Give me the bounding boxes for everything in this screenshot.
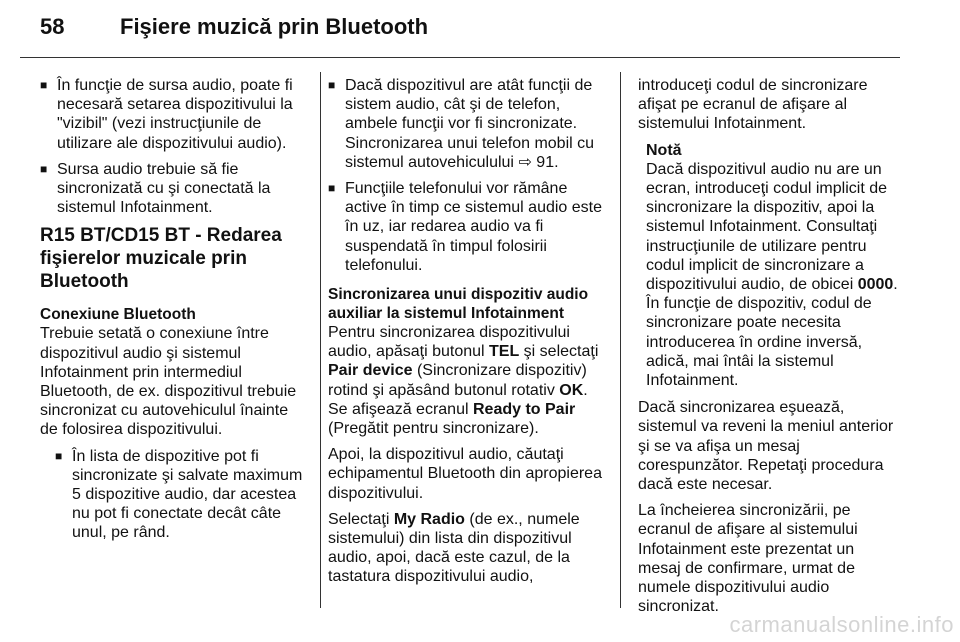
paragraph-sync-complete: La încheierea sincronizării, pe ecranul de afişare al sistemului Infotainment este prezentat un mesaj de confirmare, urmat de numele dispozitivului audio sincronizat. — [638, 502, 858, 616]
paragraph-enter-code: introduceţi codul de sincronizare afişat pe ecranul de afişare al sistemului Infotainment. — [638, 77, 868, 133]
page-ref-arrow-icon: ⇨ — [518, 153, 532, 171]
page-number: 58 — [40, 14, 65, 39]
note-text — [646, 160, 900, 390]
page-title: Fişiere muzică prin Bluetooth — [120, 14, 429, 39]
text: (Pregătit pentru sincronizare). — [328, 420, 539, 438]
column-1 — [40, 76, 308, 550]
default-code: 0000 — [857, 276, 894, 294]
paragraph-pairing-steps — [328, 323, 604, 438]
note-title: Notă — [646, 141, 682, 159]
pair-device-label: Pair device — [328, 362, 413, 380]
paragraph-sync-fails: Dacă sincronizarea eşuează, sistemul va reveni la meniul anterior şi se va afişa un mesaj corespunzător. Repetaţi procedura dacă este necesar. — [638, 399, 894, 494]
tel-button-label: TEL — [489, 343, 520, 361]
text: (de ex., numele sistemului) din lista din dispozitivul audio, apoi, dacă este cazul, de la tastatura dispozitivului audio, — [328, 510, 580, 586]
column-2 — [328, 76, 604, 594]
text: Pentru sincronizarea dispozitivului audio, apăsaţi butonul — [328, 324, 570, 361]
column-divider-2 — [620, 72, 621, 608]
text: Selectaţi — [328, 510, 394, 528]
bullet-phone-active: ■ Funcţiile telefonului vor rămâne active în timp ce sistemul audio este în uz, iar redarea audio va fi suspendată în timpul folosirii telefonului. — [328, 179, 604, 275]
text: (Sincronizare dispozitiv) rotind şi apăsând butonul rotativ — [328, 362, 587, 399]
my-radio-label: My Radio — [393, 510, 465, 528]
bullet-sync-source: ■ Sursa audio trebuie să fie sincronizată cu şi conectată la sistemul Infotainment. — [40, 160, 308, 218]
bullet-phone-functions — [328, 76, 604, 172]
paragraph-select-my-radio — [328, 510, 604, 587]
bullet-text: Dacă dispozitivul are atât funcţii de sistem audio, cât şi de telefon, ambele funcţii vor fi sincronizate. Sincronizarea unui telefon mobil cu sistemul autovehiculului — [345, 77, 595, 171]
header-divider — [20, 57, 900, 58]
subheading-sync-aux: Sincronizarea unui dispozitiv audio auxiliar la sistemul Infotainment — [328, 286, 589, 323]
text: . În funcţie de dispozitiv, codul de sincronizare poate necesita introducerea în ordine inversă, adică, mai întâi la sistemul Infotainment. — [646, 276, 898, 390]
page-ref-number: 91. — [536, 153, 559, 171]
text: Dacă dispozitivul audio nu are un ecran, introduceţi codul implicit de sincronizare la dispozitiv, apoi la sistemul Infotainment. Consultaţi instrucţiunile de utilizare pentru codul implicit de sincronizare a dispozitivului audio, de obicei — [646, 160, 888, 294]
text: . Se afişează ecranul — [328, 381, 588, 418]
paragraph-connection: Trebuie setată o conexiune între dispozitivul audio şi sistemul Infotainment prin intermediul Bluetooth, de ex. dispozitivul trebuie sincronizat cu autovehiculul înainte de folosirea dispozitivului. — [40, 325, 297, 439]
subheading-bluetooth-connection: Conexiune Bluetooth — [40, 306, 196, 324]
section-heading: R15 BT/CD15 BT - Redarea fişierelor muzicale prin Bluetooth — [40, 225, 282, 293]
text: şi selectaţi — [519, 343, 599, 361]
page-header — [20, 14, 900, 50]
column-divider-1 — [320, 72, 321, 608]
ready-to-pair-label: Ready to Pair — [472, 400, 576, 418]
watermark: carmanualsonline.info — [729, 612, 954, 637]
paragraph-search-bluetooth: Apoi, la dispozitivul audio, căutaţi echipamentul Bluetooth din apropierea dispozitivului. — [328, 446, 602, 502]
column-3 — [638, 76, 900, 623]
note-box — [638, 141, 900, 391]
ok-button-label: OK — [559, 381, 584, 399]
bullet-visibility: ■ În funcţie de sursa audio, poate fi necesară setarea dispozitivului la "vizibil" (vezi instrucţiunile de utilizare ale dispozitivului audio). — [40, 76, 308, 153]
bullet-device-list: ■ În lista de dispozitive pot fi sincronizate şi salvate maximum 5 dispozitive audio, dar acestea nu pot fi conectate decât câte unul, pe rând. — [55, 447, 308, 543]
